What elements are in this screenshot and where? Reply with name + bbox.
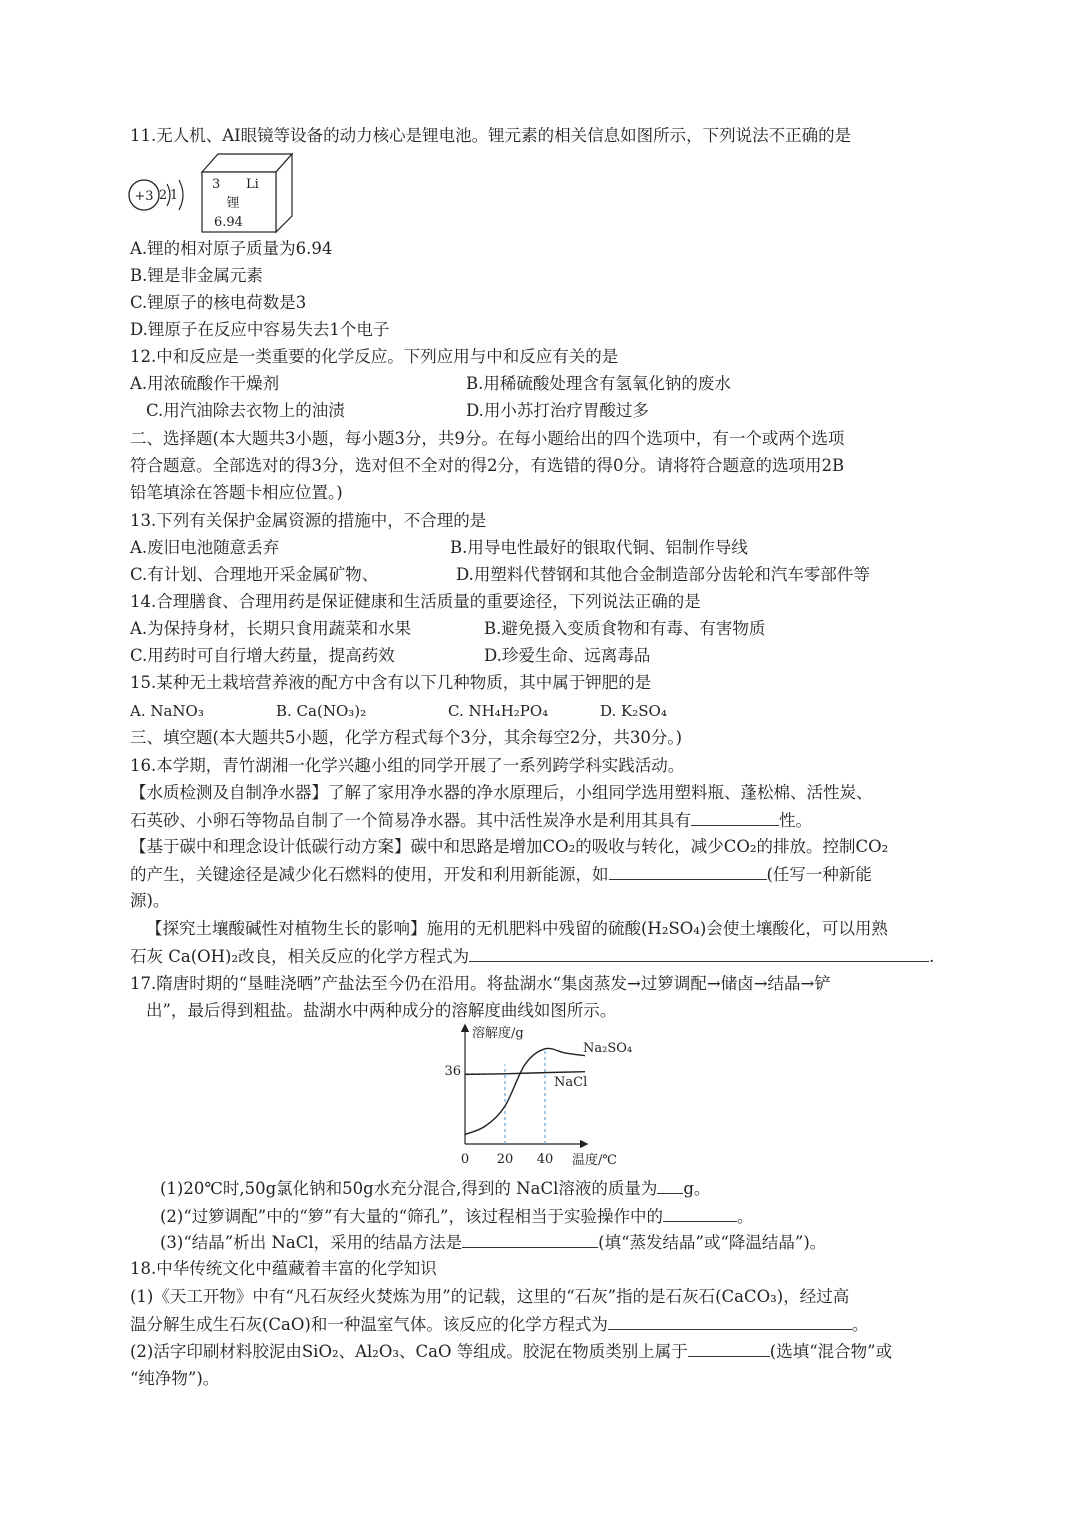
q17-sub3	[160, 1231, 826, 1254]
x-tick-40: 40	[536, 1152, 554, 1167]
q16-blank-3[interactable]	[469, 945, 929, 962]
q12-stem: 12.中和反应是一类重要的化学反应。下列应用与中和反应有关的是	[130, 347, 619, 366]
lithium-atom-diagram	[126, 176, 190, 216]
q18-sub1-line1: (1)《天工开物》中有“凡石灰经火焚炼为用”的记载，这里的“石灰”指的是石灰石(CaCO₃)，经过高	[130, 1287, 850, 1306]
solubility-chart	[436, 1018, 646, 1168]
q14-option-d: D.珍爱生命、远离毒品	[484, 646, 651, 665]
q16-para2-line2	[130, 863, 872, 886]
q16-para2-tail: (任写一种新能	[766, 865, 872, 884]
q15-option-b: B. Ca(NO₃)₂	[276, 702, 367, 720]
element-name: 锂	[226, 196, 240, 211]
q11-option-c: C.锂原子的核电荷数是3	[130, 293, 307, 312]
q16-stem: 16.本学期，青竹湖湘一化学兴趣小组的同学开展了一系列跨学科实践活动。	[130, 756, 685, 775]
q14-option-a: A.为保持身材，长期只食用蔬菜和水果	[130, 619, 412, 638]
q18-sub2-line2: “纯净物”)。	[130, 1369, 220, 1388]
q11-option-b: B.锂是非金属元素	[130, 266, 263, 285]
q18-sub2-line1	[130, 1340, 892, 1363]
q16-para3-line1: 【探究土壤酸碱性对植物生长的影响】施用的无机肥料中残留的硫酸(H₂SO₄)会使土壤酸化，可以用熟	[146, 919, 888, 938]
q18-sub2-text: (2)活字印刷材料胶泥由SiO₂、Al₂O₃、CaO 等组成。胶泥在物质类别上属于	[130, 1342, 688, 1361]
q17-blank-1[interactable]	[657, 1177, 683, 1194]
section2-line2: 符合题意。全部选对的得3分，选对但不全对的得2分，有选错的得0分。请将符合题意的选项用2B	[130, 456, 845, 475]
q17-sub2-tail: 。	[736, 1207, 754, 1226]
element-symbol: Li	[246, 177, 259, 192]
q12-option-b: B.用稀硫酸处理含有氢氧化钠的废水	[466, 374, 731, 393]
atom-shell-1: 2	[158, 188, 168, 203]
q13-option-d: D.用塑料代替钢和其他合金制造部分齿轮和汽车零部件等	[456, 565, 870, 584]
q16-para1-line2	[130, 809, 812, 832]
x-tick-0: 0	[460, 1152, 470, 1167]
q16-para2-line1: 【基于碳中和理念设计低碳行动方案】碳中和思路是增加CO₂的吸收与转化，减少CO₂的排放。控制CO₂	[130, 837, 889, 856]
q17-sub1	[160, 1177, 710, 1200]
q18-blank-1[interactable]	[608, 1313, 852, 1330]
q17-blank-3[interactable]	[462, 1231, 598, 1248]
section3-title: 三、填空题(本大题共5小题，化学方程式每个3分，其余每空2分，共30分。)	[130, 728, 683, 747]
q17-stem-line2: 出”，最后得到粗盐。盐湖水中两种成分的溶解度曲线如图所示。	[146, 1001, 617, 1020]
atom-shell-2: 1	[169, 188, 179, 203]
q17-sub3-text: (3)“结晶”析出 NaCl，采用的结晶方法是	[160, 1233, 463, 1252]
element-number: 3	[212, 177, 221, 192]
q16-blank-1[interactable]	[691, 809, 779, 826]
q13-option-b: B.用导电性最好的银取代铜、铝制作导线	[450, 538, 748, 557]
q15-option-d: D. K₂SO₄	[600, 702, 667, 720]
q13-option-c: C.有计划、合理地开采金属矿物、	[130, 565, 379, 584]
q14-stem: 14.合理膳食、合理用药是保证健康和生活质量的重要途径，下列说法正确的是	[130, 592, 701, 611]
element-cell-box	[196, 150, 296, 234]
q18-sub2-tail: (选填“混合物”或	[769, 1342, 893, 1361]
q18-stem: 18.中华传统文化中蕴藏着丰富的化学知识	[130, 1259, 437, 1278]
q15-option-a: A. NaNO₃	[130, 702, 204, 720]
q16-para1-line1: 【水质检测及自制净水器】了解了家用净水器的净水原理后，小组同学选用塑料瓶、蓬松棉、活性炭、	[130, 783, 873, 802]
q16-para3-text: 石灰 Ca(OH)₂改良，相关反应的化学方程式为	[130, 947, 470, 966]
q16-para1-tail: 性。	[779, 811, 812, 830]
q16-para1-text: 石英砂、小卵石等物品自制了一个简易净水器。其中活性炭净水是利用其具有	[130, 811, 691, 830]
q16-para2-line3: 源)。	[130, 891, 170, 910]
q18-sub1-tail: 。	[851, 1315, 869, 1334]
series-line-nacl	[465, 1072, 585, 1075]
x-tick-20: 20	[496, 1152, 514, 1167]
q13-stem: 13.下列有关保护金属资源的措施中，不合理的是	[130, 511, 487, 530]
q14-option-b: B.避免摄入变质食物和有毒、有害物质	[484, 619, 766, 638]
y-axis-label: 溶解度/g	[472, 1026, 524, 1041]
q15-option-c: C. NH₄H₂PO₄	[448, 702, 549, 720]
q17-sub2	[160, 1205, 753, 1228]
q12-option-d: D.用小苏打治疗胃酸过多	[466, 401, 649, 420]
q12-option-a: A.用浓硫酸作干燥剂	[130, 374, 280, 393]
q17-sub2-text: (2)“过箩调配”中的“箩”有大量的“筛孔”，该过程相当于实验操作中的	[160, 1207, 663, 1226]
q16-blank-2[interactable]	[609, 863, 767, 880]
q18-sub1-line2	[130, 1313, 868, 1336]
q17-sub3-tail: (填“蒸发结晶”或“降温结晶”)。	[598, 1233, 827, 1252]
legend-nacl: NaCl	[554, 1075, 588, 1090]
q12-option-c: C.用汽油除去衣物上的油渍	[146, 401, 345, 420]
q17-stem-line1: 17.隋唐时期的“垦畦浇晒”产盐法至今仍在沿用。将盐湖水“集卤蒸发→过箩调配→储卤→结晶→铲	[130, 974, 831, 993]
q16-para3-line2	[130, 945, 934, 968]
section2-line1: 二、选择题(本大题共3小题，每小题3分，共9分。在每小题给出的四个选项中，有一个或两个选项	[130, 429, 845, 448]
q18-sub1-text: 温分解生成生石灰(CaO)和一种温室气体。该反应的化学方程式为	[130, 1315, 608, 1334]
x-axis-label: 温度/℃	[572, 1153, 617, 1168]
q13-option-a: A.废旧电池随意丢弃	[130, 538, 280, 557]
q17-sub1-text: (1)20℃时,50g氯化钠和50g水充分混合,得到的 NaCl溶液的质量为	[160, 1179, 658, 1198]
q15-stem: 15.某种无土栽培营养液的配方中含有以下几种物质，其中属于钾肥的是	[130, 673, 652, 692]
q16-para3-tail: .	[929, 947, 935, 966]
q16-para2-text: 的产生，关键途径是减少化石燃料的使用，开发和利用新能源，如	[130, 865, 609, 884]
y-tick-36: 36	[444, 1064, 461, 1079]
q18-blank-2[interactable]	[688, 1340, 770, 1357]
q17-blank-2[interactable]	[663, 1205, 737, 1222]
atom-nucleus-label: +3	[134, 189, 154, 204]
q11-option-a: A.锂的相对原子质量为6.94	[130, 239, 333, 258]
q11-option-d: D.锂原子在反应中容易失去1个电子	[130, 320, 390, 339]
q11-stem: 11.无人机、AI眼镜等设备的动力核心是锂电池。锂元素的相关信息如图所示，下列说法不正确的是	[130, 126, 852, 145]
legend-na2so4: Na₂SO₄	[583, 1041, 633, 1056]
q14-option-c: C.用药时可自行增大药量，提高药效	[130, 646, 395, 665]
series-line-na2so4	[465, 1048, 588, 1134]
q17-sub1-tail: g。	[683, 1179, 711, 1198]
section2-line3: 铅笔填涂在答题卡相应位置。)	[130, 483, 343, 502]
element-mass: 6.94	[214, 215, 243, 230]
